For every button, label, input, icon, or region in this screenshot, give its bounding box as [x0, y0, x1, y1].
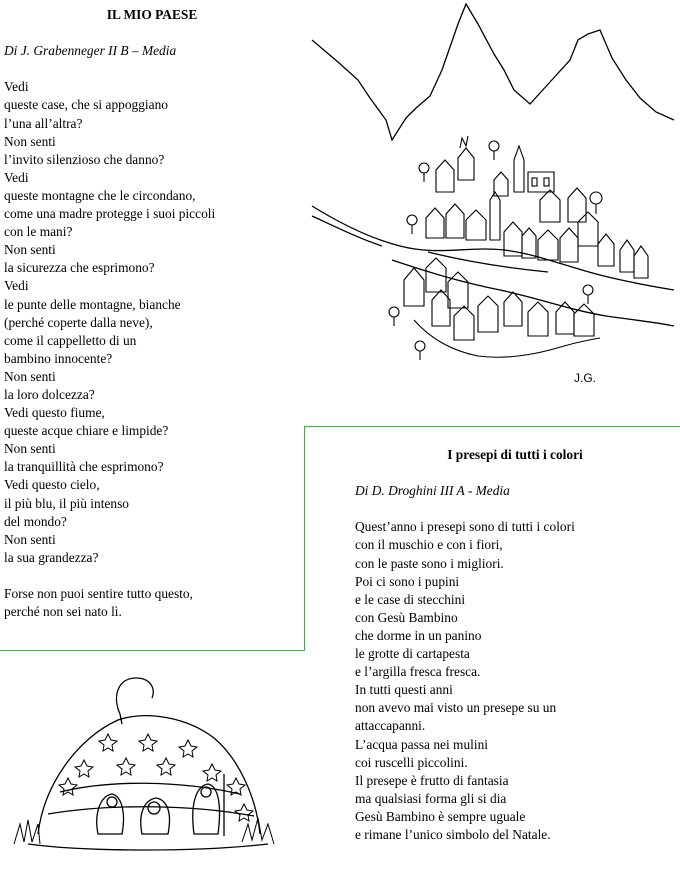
village-drawing	[308, 0, 680, 400]
poem-line: che dorme in un panino	[355, 627, 482, 643]
poem-line: e l’argilla fresca fresca.	[355, 664, 481, 680]
poem-author: Di J. Grabenneger II B – Media	[4, 43, 177, 59]
poem-line: In tutti questi anni	[355, 682, 453, 698]
poem-line: e rimane l’unico simbolo del Natale.	[355, 826, 551, 842]
poem-i-presepi	[355, 446, 675, 844]
poem-line: Vedi	[4, 278, 29, 294]
poem-line: Il presepe è frutto di fantasia	[355, 772, 509, 788]
poem-il-mio-paese	[4, 6, 300, 621]
poem-line: Forse non puoi sentire tutto questo,	[4, 586, 193, 601]
poem-line: Gesù Bambino è sempre uguale	[355, 808, 526, 824]
poem-line: queste acque chiare e limpide?	[4, 423, 169, 439]
poem-line: Vedi	[4, 169, 29, 185]
poem-line: Non senti	[4, 133, 56, 149]
poem-line: attaccapanni.	[355, 718, 426, 734]
poem-line: perché non sei nato lì.	[4, 604, 122, 620]
poem-line: la tranquillità che esprimono?	[4, 459, 164, 475]
poem-closing	[4, 585, 300, 621]
poem-line: del mondo?	[4, 513, 67, 529]
frame-line-bottom-left	[0, 650, 304, 651]
poem-title: I presepi di tutti i colori	[447, 447, 583, 462]
poem-line: l’una all’altra?	[4, 115, 83, 131]
poem-line: come una madre protegge i suoi piccoli	[4, 206, 216, 222]
poem-line: e le case di stecchini	[355, 591, 466, 607]
nativity-drawing	[8, 674, 280, 874]
poem-line: Non senti	[4, 242, 56, 258]
poem-line: Non senti	[4, 441, 56, 457]
poem-line: le grotte di cartapesta	[355, 646, 470, 662]
poem-body	[4, 78, 300, 567]
poem-line: queste case, che si appoggiano	[4, 97, 168, 113]
poem-author: Di D. Droghini III A - Media	[355, 483, 510, 499]
poem-line: Non senti	[4, 531, 56, 547]
poem-line: Quest’anno i presepi sono di tutti i colori	[355, 519, 575, 535]
poem-line: la loro dolcezza?	[4, 386, 95, 402]
poem-line: Vedi	[4, 79, 29, 95]
poem-title: IL MIO PAESE	[106, 7, 198, 22]
poem-line: l’invito silenzioso che danno?	[4, 151, 165, 167]
poem-line: Vedi questo fiume,	[4, 405, 105, 421]
poem-line: la sua grandezza?	[4, 549, 99, 565]
poem-line: con le mani?	[4, 224, 73, 240]
poem-line: Vedi questo cielo,	[4, 477, 100, 493]
poem-line: come il cappelletto di un	[4, 332, 137, 348]
poem-line: non avevo mai visto un presepe su un	[355, 700, 557, 716]
poem-line: queste montagne che le circondano,	[4, 187, 196, 203]
poem-line: con Gesù Bambino	[355, 609, 458, 625]
poem-line: Non senti	[4, 368, 56, 384]
poem-line: coi ruscelli piccolini.	[355, 754, 468, 770]
poem-line: con le paste sono i migliori.	[355, 555, 504, 571]
drawing-signature: J.G.	[574, 371, 597, 385]
poem-line: con il muschio e con i fiori,	[355, 537, 503, 553]
poem-line: la sicurezza che esprimono?	[4, 260, 155, 276]
poem-line: le punte delle montagne, bianche	[4, 296, 181, 312]
poem-line: (perché coperte dalla neve),	[4, 314, 153, 330]
frame-line-top-right	[304, 426, 680, 427]
frame-line-vertical	[304, 426, 305, 651]
poem-line: ma qualsiasi forma gli si dia	[355, 790, 507, 806]
poem-line: bambino innocente?	[4, 350, 113, 366]
poem-line: il più blu, il più intenso	[4, 495, 129, 511]
poem-line: Poi ci sono i pupini	[355, 573, 460, 589]
poem-line: L’acqua passa nei mulini	[355, 736, 489, 752]
poem-body	[355, 518, 675, 844]
